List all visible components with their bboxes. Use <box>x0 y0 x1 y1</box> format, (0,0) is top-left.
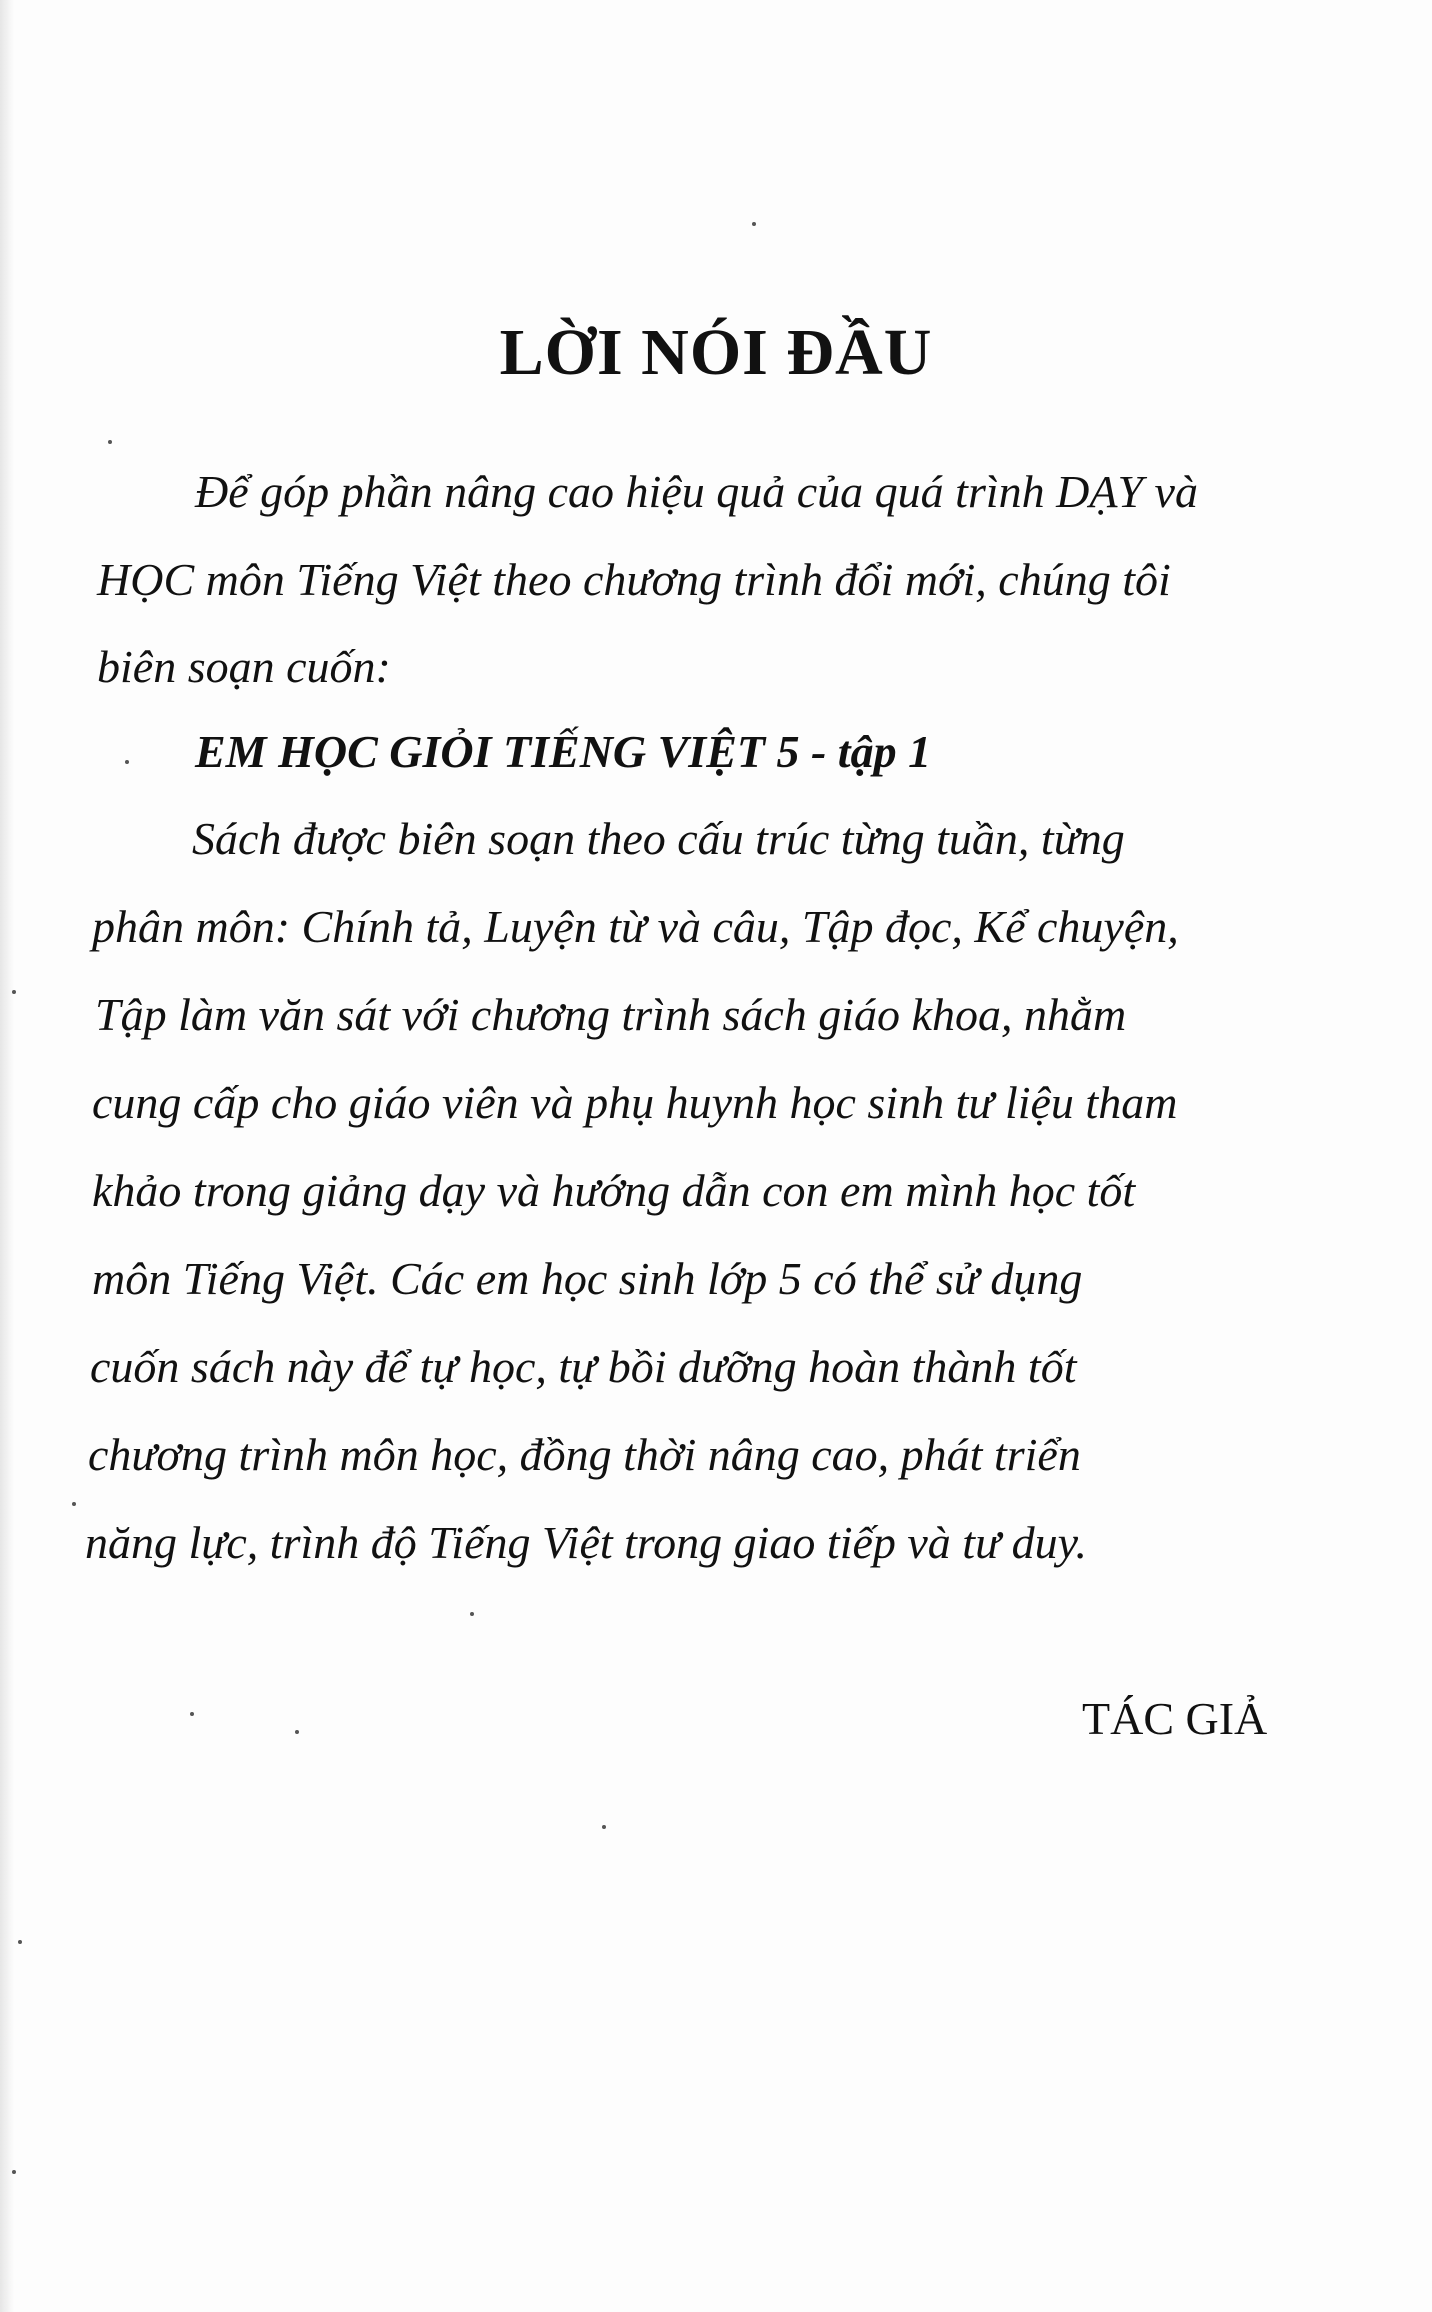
body-line-3: Tập làm văn sát với chương trình sách giáo khoa, nhằm <box>95 989 1127 1040</box>
intro-line-1: Để góp phần nâng cao hiệu quả của quá trình DẠY và <box>195 466 1198 517</box>
scan-speck <box>12 990 16 994</box>
scan-speck <box>12 2170 16 2174</box>
body-line-9: năng lực, trình độ Tiếng Việt trong giao tiếp và tư duy. <box>85 1517 1088 1568</box>
scan-speck <box>752 222 756 226</box>
scan-speck <box>18 1940 22 1944</box>
scan-speck <box>190 1712 194 1716</box>
scan-speck <box>125 760 129 764</box>
body-line-8: chương trình môn học, đồng thời nâng cao, phát triển <box>88 1429 1081 1480</box>
book-title: EM HỌC GIỎI TIẾNG VIỆT 5 - tập 1 <box>195 726 932 777</box>
author-signature: TÁC GIẢ <box>1082 1693 1268 1744</box>
body-line-2: phân môn: Chính tả, Luyện từ và câu, Tập đọc, Kể chuyện, <box>92 901 1179 952</box>
intro-line-2: HỌC môn Tiếng Việt theo chương trình đổi mới, chúng tôi <box>97 554 1171 605</box>
body-line-4: cung cấp cho giáo viên và phụ huynh học sinh tư liệu tham <box>92 1077 1178 1128</box>
scan-speck <box>295 1730 299 1734</box>
scan-speck <box>108 440 112 444</box>
body-line-6: môn Tiếng Việt. Các em học sinh lớp 5 có thể sử dụng <box>92 1253 1083 1304</box>
scan-speck <box>72 1502 76 1506</box>
body-line-5: khảo trong giảng dạy và hướng dẫn con em mình học tốt <box>92 1165 1136 1216</box>
intro-line-3: biên soạn cuốn: <box>97 641 391 692</box>
body-line-7: cuốn sách này để tự học, tự bồi dưỡng hoàn thành tốt <box>90 1341 1077 1392</box>
scan-speck <box>602 1825 606 1829</box>
page-title: LỜI NÓI ĐẦU <box>499 316 933 389</box>
scan-speck <box>470 1612 474 1616</box>
body-line-1: Sách được biên soạn theo cấu trúc từng tuần, từng <box>192 813 1125 864</box>
